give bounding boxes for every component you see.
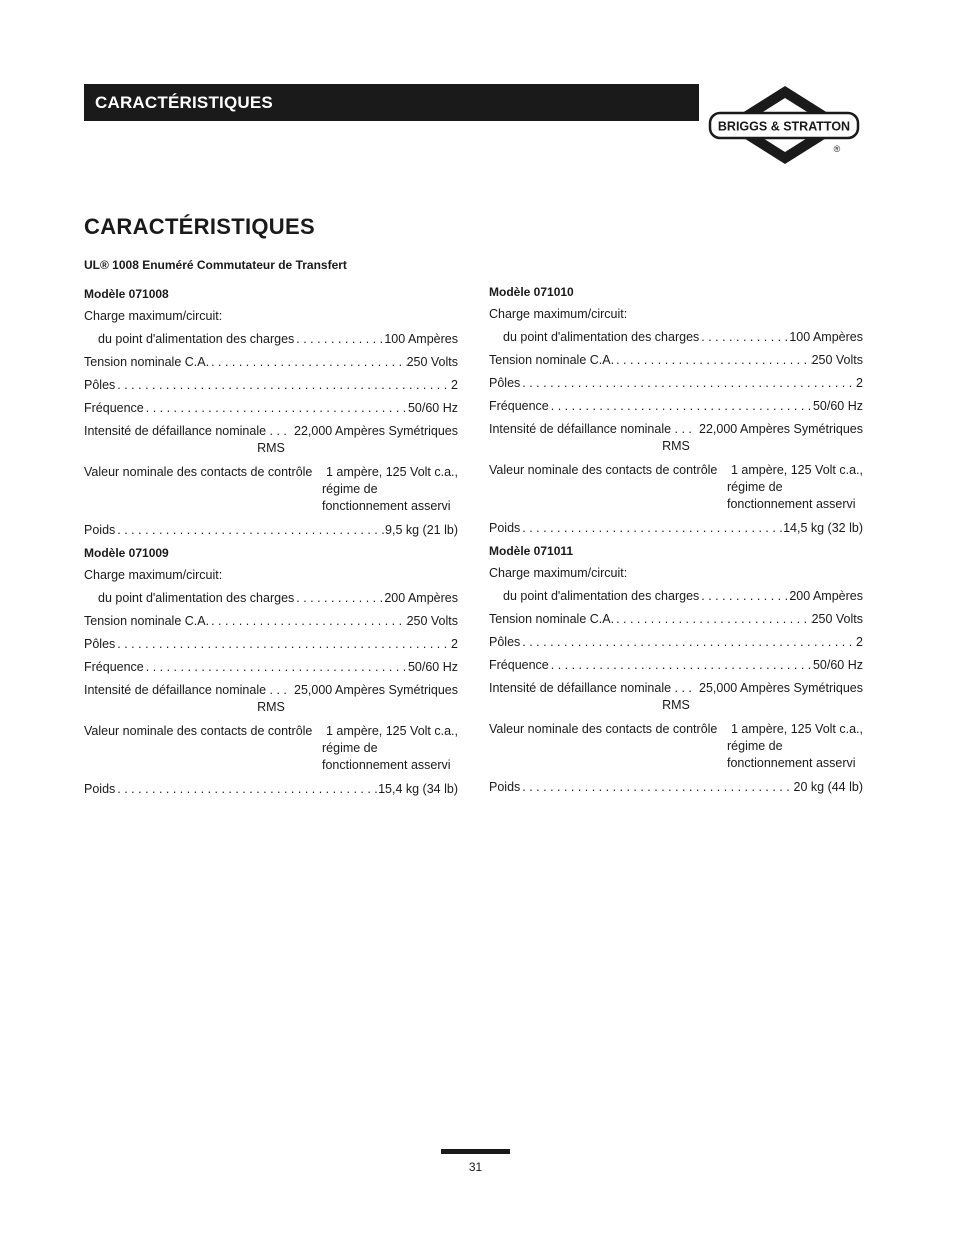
intensite-value: 25,000 Ampères Symétriques bbox=[294, 683, 458, 697]
poles-row bbox=[489, 375, 863, 391]
model-title: Modèle 071010 bbox=[489, 285, 574, 299]
frequence-label: Fréquence bbox=[84, 401, 144, 415]
charge-sub-label: du point d'alimentation des charges bbox=[503, 330, 700, 344]
contacts-row bbox=[84, 464, 458, 515]
logo-brand-text: BRIGGS & STRATTON bbox=[717, 119, 851, 134]
poids-value: 20 kg (44 lb) bbox=[793, 780, 863, 794]
poles-row bbox=[84, 377, 458, 393]
page-subtitle: UL® 1008 Enuméré Commutateur de Transfert bbox=[84, 258, 347, 272]
tension-row bbox=[489, 611, 863, 627]
tension-row bbox=[84, 613, 458, 629]
contacts-value: 1 ampère, 125 Volt c.a., bbox=[325, 465, 458, 479]
intensite-label: Intensité de défaillance nominale . . . bbox=[489, 422, 692, 436]
tension-label: Tension nominale C.A. bbox=[84, 355, 210, 369]
poids-value: 15,4 kg (34 lb) bbox=[378, 782, 458, 796]
poids-label: Poids bbox=[489, 521, 521, 535]
charge-sub-label: du point d'alimentation des charges bbox=[503, 589, 700, 603]
poids-label: Poids bbox=[84, 782, 116, 796]
intensite-label: Intensité de défaillance nominale . . . bbox=[84, 683, 287, 697]
footer-rule bbox=[441, 1149, 510, 1154]
poids-row bbox=[489, 779, 863, 795]
frequence-label: Fréquence bbox=[84, 660, 144, 674]
intensite-continuation: RMS bbox=[662, 439, 690, 453]
section-header-bar bbox=[84, 84, 699, 121]
contacts-row bbox=[489, 462, 863, 513]
contacts-value: 1 ampère, 125 Volt c.a., bbox=[730, 463, 863, 477]
contacts-label: Valeur nominale des contacts de contrôle bbox=[489, 463, 718, 477]
model-title: Modèle 071008 bbox=[84, 287, 169, 301]
frequence-value: 50/60 Hz bbox=[407, 401, 458, 415]
charge-value: 200 Ampères bbox=[384, 591, 458, 605]
frequence-label: Fréquence bbox=[489, 399, 549, 413]
tension-value: 250 Volts bbox=[406, 614, 458, 628]
tension-value: 250 Volts bbox=[811, 612, 863, 626]
intensite-row bbox=[84, 682, 458, 716]
tension-row bbox=[489, 352, 863, 368]
charge-row bbox=[489, 588, 863, 604]
intensite-continuation: RMS bbox=[662, 698, 690, 712]
page-title: CARACTÉRISTIQUES bbox=[84, 214, 315, 239]
contacts-continuation-1: régime de bbox=[727, 480, 783, 494]
tension-label: Tension nominale C.A. bbox=[489, 353, 615, 367]
charge-value: 200 Ampères bbox=[789, 589, 863, 603]
charge-sub-label: du point d'alimentation des charges bbox=[98, 332, 295, 346]
model-title: Modèle 071011 bbox=[489, 544, 574, 558]
poids-row bbox=[84, 522, 458, 538]
contacts-label: Valeur nominale des contacts de contrôle bbox=[489, 722, 718, 736]
model-block-071011 bbox=[489, 543, 863, 795]
contacts-label: Valeur nominale des contacts de contrôle bbox=[84, 465, 313, 479]
page-number: 31 bbox=[468, 1160, 483, 1174]
intensite-label: Intensité de défaillance nominale . . . bbox=[489, 681, 692, 695]
model-block-071010 bbox=[489, 284, 863, 536]
charge-value: 100 Ampères bbox=[789, 330, 863, 344]
contacts-value: 1 ampère, 125 Volt c.a., bbox=[730, 722, 863, 736]
section-header-title: CARACTÉRISTIQUES bbox=[95, 93, 273, 112]
charge-label: Charge maximum/circuit: bbox=[84, 309, 223, 323]
frequence-value: 50/60 Hz bbox=[812, 399, 863, 413]
poles-row bbox=[489, 634, 863, 650]
contacts-value: 1 ampère, 125 Volt c.a., bbox=[325, 724, 458, 738]
poles-row bbox=[84, 636, 458, 652]
tension-value: 250 Volts bbox=[406, 355, 458, 369]
model-title: Modèle 071009 bbox=[84, 546, 169, 560]
intensite-value: 22,000 Ampères Symétriques bbox=[294, 424, 458, 438]
contacts-row bbox=[489, 721, 863, 772]
frequence-row bbox=[84, 400, 458, 416]
poids-row bbox=[489, 520, 863, 536]
poles-value: 2 bbox=[856, 635, 863, 649]
poles-label: Pôles bbox=[489, 635, 521, 649]
poids-label: Poids bbox=[84, 523, 116, 537]
poids-row bbox=[84, 781, 458, 797]
frequence-label: Fréquence bbox=[489, 658, 549, 672]
poles-value: 2 bbox=[451, 378, 458, 392]
contacts-label: Valeur nominale des contacts de contrôle bbox=[84, 724, 313, 738]
model-block-071008 bbox=[84, 286, 458, 538]
frequence-row bbox=[489, 657, 863, 673]
charge-label: Charge maximum/circuit: bbox=[489, 307, 628, 321]
intensite-value: 22,000 Ampères Symétriques bbox=[699, 422, 863, 436]
poids-label: Poids bbox=[489, 780, 521, 794]
contacts-row bbox=[84, 723, 458, 774]
tension-value: 250 Volts bbox=[811, 353, 863, 367]
tension-row bbox=[84, 354, 458, 370]
frequence-row bbox=[84, 659, 458, 675]
intensite-label: Intensité de défaillance nominale . . . bbox=[84, 424, 287, 438]
charge-row bbox=[489, 329, 863, 345]
contacts-continuation-2: fonctionnement asservi bbox=[322, 758, 451, 772]
frequence-value: 50/60 Hz bbox=[407, 660, 458, 674]
intensite-row bbox=[489, 680, 863, 714]
frequence-row bbox=[489, 398, 863, 414]
model-block-071009 bbox=[84, 545, 458, 797]
charge-label: Charge maximum/circuit: bbox=[489, 566, 628, 580]
intensite-continuation: RMS bbox=[257, 700, 285, 714]
poles-label: Pôles bbox=[84, 378, 116, 392]
poles-value: 2 bbox=[856, 376, 863, 390]
tension-label: Tension nominale C.A. bbox=[489, 612, 615, 626]
poles-label: Pôles bbox=[84, 637, 116, 651]
contacts-continuation-2: fonctionnement asservi bbox=[727, 497, 856, 511]
poles-value: 2 bbox=[451, 637, 458, 651]
poids-value: 14,5 kg (32 lb) bbox=[783, 521, 863, 535]
charge-row bbox=[84, 331, 458, 347]
intensite-value: 25,000 Ampères Symétriques bbox=[699, 681, 863, 695]
contacts-continuation-2: fonctionnement asservi bbox=[322, 499, 451, 513]
spec-column-left bbox=[84, 286, 458, 804]
contacts-continuation-1: régime de bbox=[727, 739, 783, 753]
spec-column-right bbox=[489, 284, 863, 802]
contacts-continuation-1: régime de bbox=[322, 482, 378, 496]
charge-label: Charge maximum/circuit: bbox=[84, 568, 223, 582]
intensite-row bbox=[84, 423, 458, 457]
poles-label: Pôles bbox=[489, 376, 521, 390]
intensite-row bbox=[489, 421, 863, 455]
charge-row bbox=[84, 590, 458, 606]
tension-label: Tension nominale C.A. bbox=[84, 614, 210, 628]
briggs-stratton-logo bbox=[707, 84, 863, 170]
charge-value: 100 Ampères bbox=[384, 332, 458, 346]
poids-value: 9,5 kg (21 lb) bbox=[385, 523, 458, 537]
charge-sub-label: du point d'alimentation des charges bbox=[98, 591, 295, 605]
logo-registered-mark: ® bbox=[833, 144, 841, 154]
contacts-continuation-1: régime de bbox=[322, 741, 378, 755]
frequence-value: 50/60 Hz bbox=[812, 658, 863, 672]
contacts-continuation-2: fonctionnement asservi bbox=[727, 756, 856, 770]
intensite-continuation: RMS bbox=[257, 441, 285, 455]
